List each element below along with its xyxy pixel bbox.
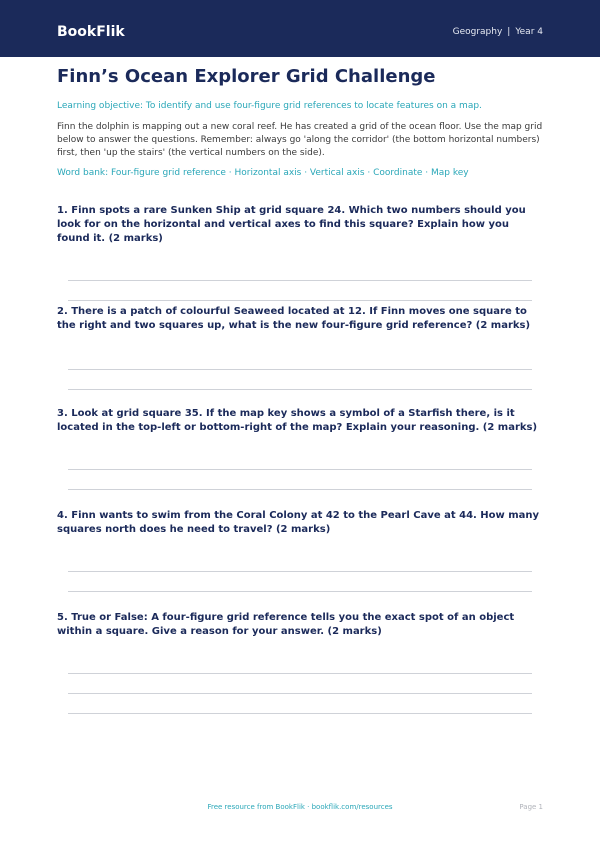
question-5 (57, 611, 543, 717)
answer-line[interactable] (68, 693, 532, 694)
answer-line[interactable] (68, 389, 532, 390)
question-1 (57, 204, 543, 304)
word-bank: Word bank: Four-figure grid reference · Horizontal axis · Vertical axis · Coordinate · Map key (57, 168, 469, 178)
question-text: 3. Look at grid square 35. If the map key shows a symbol of a Starfish there, is it located in the top-left or bottom-right of the map? Explain your reasoning. (2 marks) (57, 408, 538, 433)
subject-year-label (453, 27, 543, 37)
worksheet-title: Finn’s Ocean Explorer Grid Challenge (57, 66, 436, 87)
answer-lines[interactable] (68, 369, 532, 393)
answer-line[interactable] (68, 280, 532, 281)
intro-text: Finn the dolphin is mapping out a new coral reef. He has created a grid of the ocean floor. Use the map grid below to answer the questions. Remember: always go 'along the corridor' (the bottom horizontal numbers) first, then 'up the stairs' (the vertical numbers on the side). (57, 122, 543, 158)
question-2 (57, 305, 543, 393)
answer-line[interactable] (68, 673, 532, 674)
answer-lines[interactable] (68, 280, 532, 304)
brand-logo[interactable]: BookFlik (57, 24, 125, 40)
answer-lines[interactable] (68, 469, 532, 493)
meta-separator: | (507, 27, 511, 37)
question-text: 2. There is a patch of colourful Seaweed located at 12. If Finn moves one square to the right and two squares up, what is the new four-figure grid reference? (2 marks) (57, 306, 531, 331)
answer-line[interactable] (68, 300, 532, 301)
worksheet-content (57, 66, 543, 179)
page-number: Page 1 (519, 803, 543, 811)
answer-line[interactable] (68, 591, 532, 592)
question-text: 4. Finn wants to swim from the Coral Colony at 42 to the Pearl Cave at 44. How many squares north does he need to travel? (2 marks) (57, 510, 540, 535)
answer-line[interactable] (68, 469, 532, 470)
question-4 (57, 509, 543, 595)
answer-line[interactable] (68, 713, 532, 714)
question-text: 1. Finn spots a rare Sunken Ship at grid square 24. Which two numbers should you look for on the horizontal and vertical axes to find this square? Explain how you found it. (2 marks) (57, 205, 526, 244)
answer-lines[interactable] (68, 571, 532, 595)
subject-label: Geography (452, 27, 503, 37)
footer-link[interactable]: Free resource from BookFlik · bookflik.com/resources (207, 803, 393, 811)
learning-objective: Learning objective: To identify and use four-figure grid references to locate features on a map. (57, 101, 482, 111)
header-bar (0, 0, 600, 57)
answer-lines[interactable] (68, 673, 532, 717)
question-text: 5. True or False: A four-figure grid reference tells you the exact spot of an object within a square. Give a reason for your answer. (2 marks) (57, 612, 515, 637)
answer-line[interactable] (68, 571, 532, 572)
answer-line[interactable] (68, 369, 532, 370)
footer (57, 803, 543, 817)
year-label: Year 4 (515, 27, 543, 37)
answer-line[interactable] (68, 489, 532, 490)
question-3 (57, 407, 543, 493)
